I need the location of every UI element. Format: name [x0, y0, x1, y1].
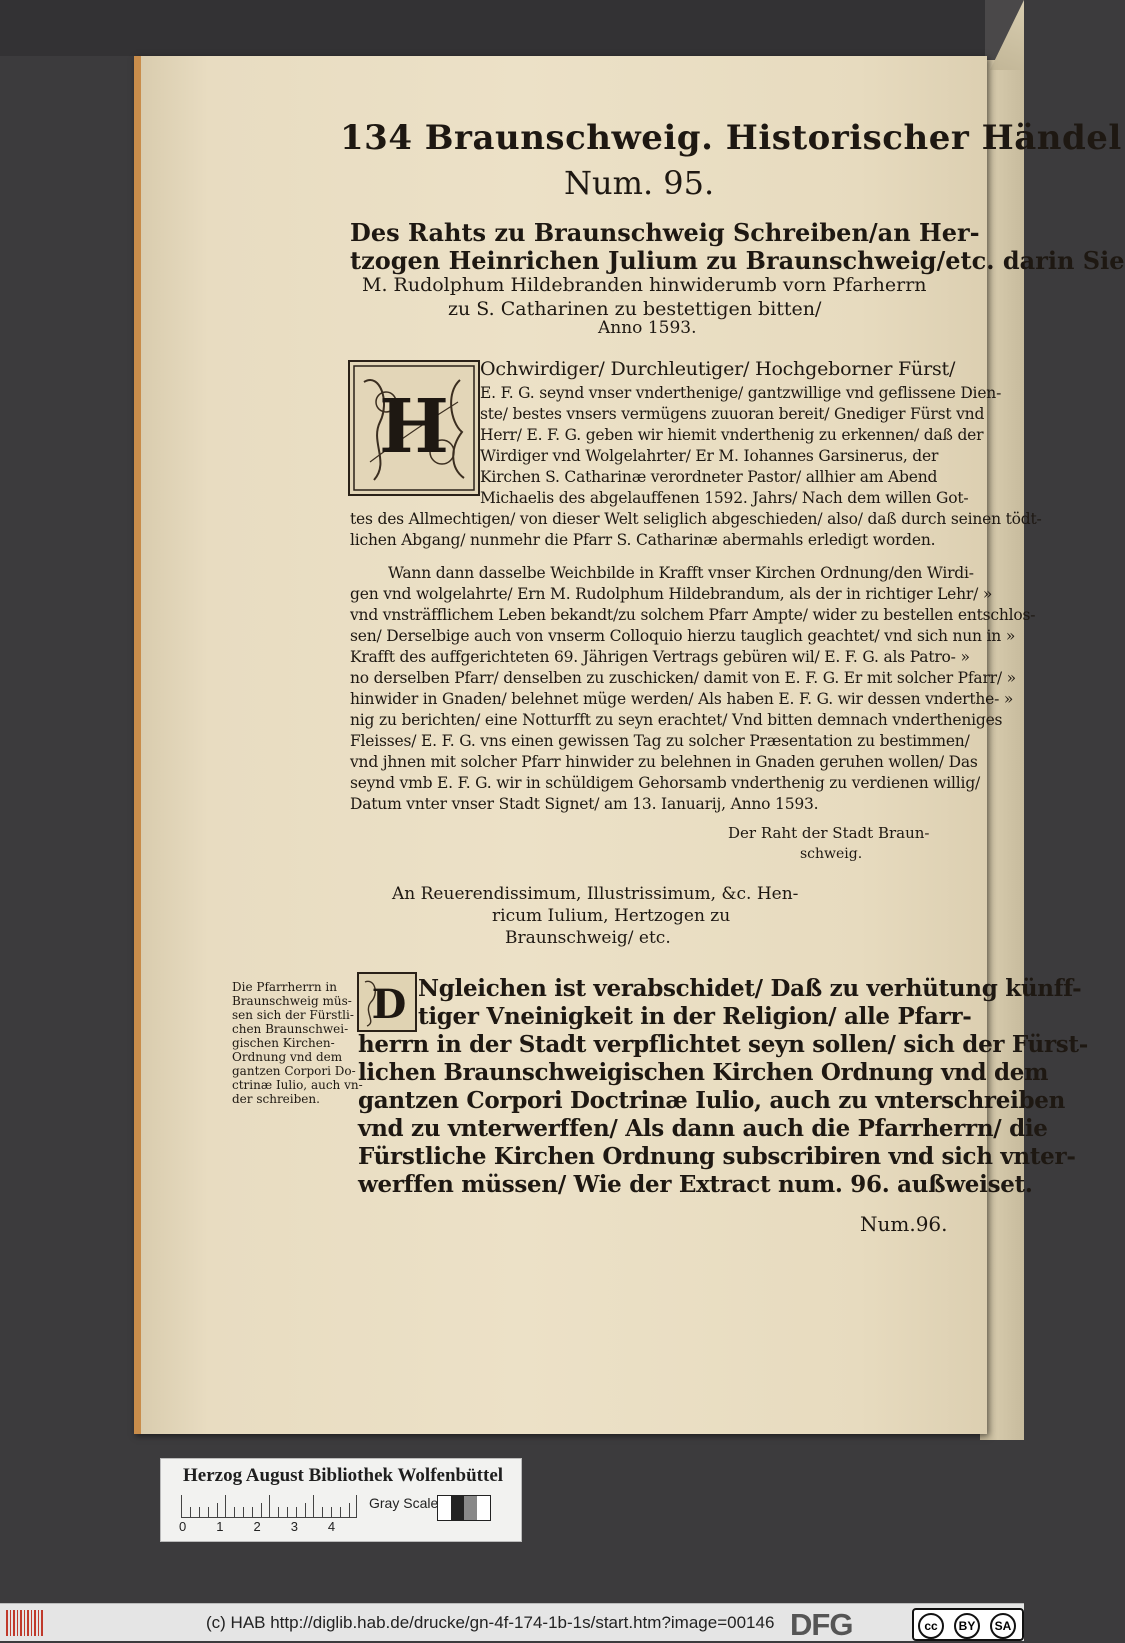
bold-text-line: herrn in der Stadt verpflichtet seyn sollen/ sich der Fürst-: [358, 1031, 1089, 1058]
copyright-url[interactable]: (c) HAB http://diglib.hab.de/drucke/gn-4f-174-1b-1s/start.htm?image=00146: [206, 1613, 775, 1632]
bold-text-line: werffen müssen/ Wie der Extract num. 96. außweiset.: [358, 1171, 1033, 1198]
sa-icon: SA: [990, 1613, 1016, 1639]
signature-line: schweig.: [800, 846, 863, 862]
margin-note-line: Ordnung vnd dem: [232, 1050, 343, 1064]
by-icon: BY: [954, 1613, 980, 1639]
svg-text:D: D: [371, 981, 407, 1028]
text-line: ste/ bestes vnsers vermügens zuuoran bereit/ Gnediger Fürst vnd: [480, 405, 985, 423]
text-line: Ochwirdiger/ Durchleutiger/ Hochgeborner Fürst/: [480, 358, 956, 380]
margin-note-line: ctrinæ Iulio, auch vn-: [232, 1078, 363, 1092]
running-head: 134 Braunschweig. Historischer Händel: [340, 118, 1122, 158]
decorated-initial-h: [348, 360, 480, 496]
initial-ornament-icon: [350, 362, 478, 494]
bold-text-line: gantzen Corpori Doctrinæ Iulio, auch zu vnterschreiben: [358, 1087, 1066, 1114]
margin-note-line: sen sich der Fürstli-: [232, 1008, 354, 1022]
text-line: Herr/ E. F. G. geben wir hiemit vnderthenig zu erkennen/ daß der: [480, 426, 984, 444]
cc-icon: cc: [918, 1613, 944, 1639]
bold-text-line: Ngleichen ist verabschidet/ Daß zu verhütung künff-: [418, 975, 1082, 1002]
text-line: Fleisses/ E. F. G. vns einen gewissen Tag zu solcher Præsentation zu bestimmen/: [350, 732, 970, 750]
text-line: Kirchen S. Catharinæ verordneter Pastor/ allhier am Abend: [480, 468, 938, 486]
bold-text-line: Fürstliche Kirchen Ordnung subscribiren vnd sich vnter-: [358, 1143, 1076, 1170]
scale-ruler: [181, 1495, 357, 1518]
text-line: sen/ Derselbige auch von vnserm Colloquio hierzu tauglich geachtet/ vnd sich nun in »: [350, 627, 1016, 645]
footer-bar: [0, 1603, 1024, 1641]
margin-note-line: Die Pfarrherrn in: [232, 980, 337, 994]
catchword: Num.96.: [860, 1212, 948, 1236]
text-line: seynd vmb E. F. G. wir in schüldigem Gehorsamb vnderthenig zu verdienen willig/: [350, 774, 981, 792]
text-line: tes des Allmechtigen/ von dieser Welt seliglich abgeschieden/ also/ daß durch seinen tödt-: [350, 510, 1042, 528]
text-line: nig zu berichten/ eine Notturfft zu seyn erachtet/ Vnd bitten demnach vndertheniges: [350, 711, 1003, 729]
bold-text-line: lichen Braunschweigischen Kirchen Ordnung vnd dem: [358, 1059, 1049, 1086]
decorated-initial-d: [357, 972, 417, 1032]
scale-numbers: 01234: [179, 1519, 366, 1534]
title-line: M. Rudolphum Hildebranden hinwiderumb vorn Pfarherrn: [362, 274, 927, 296]
text-line: no derselben Pfarr/ denselben zu zuschicken/ damit von E. F. G. Er mit solcher Pfarr/ »: [350, 669, 1016, 687]
background-top: [0, 0, 1024, 56]
margin-note-line: gantzen Corpori Do-: [232, 1064, 356, 1078]
library-name: Herzog August Bibliothek Wolfenbüttel: [183, 1465, 504, 1486]
svg-text:H: H: [379, 384, 449, 470]
text-line: lichen Abgang/ nunmehr die Pfarr S. Catharinæ abermahls erledigt worden.: [350, 531, 936, 549]
margin-note-line: Braunschweig müs-: [232, 994, 352, 1008]
gray-scale-swatches: [437, 1495, 491, 1521]
title-line: Anno 1593.: [598, 318, 697, 338]
initial-ornament-icon: [359, 974, 415, 1030]
signature-line: Der Raht der Stadt Braun-: [728, 824, 930, 842]
address-line: Braunschweig/ etc.: [505, 928, 671, 948]
bold-text-line: vnd zu vnterwerffen/ Als dann auch die Pfarrherrn/ die: [358, 1115, 1048, 1142]
text-line: E. F. G. seynd vnser vnderthenige/ gantzwillige vnd geflissene Dien-: [480, 384, 1002, 402]
text-line: hinwider in Gnaden/ belehnet müge werden/ Als haben E. F. G. wir dessen vnderthe- »: [350, 690, 1014, 708]
text-line: Michaelis des abgelauffenen 1592. Jahrs/ Nach dem willen Got-: [480, 489, 969, 507]
cc-license-badge[interactable]: [912, 1608, 1024, 1641]
bold-text-line: tiger Vneinigkeit in der Religion/ alle Pfarr-: [418, 1003, 972, 1030]
text-line: Wirdiger vnd Wolgelahrter/ Er M. Iohannes Garsinerus, der: [480, 447, 939, 465]
text-line: Wann dann dasselbe Weichbilde in Krafft vnser Kirchen Ordnung/den Wirdi-: [388, 564, 974, 582]
gray-scale-label: Gray Scale: [369, 1495, 439, 1511]
title-line: tzogen Heinrichen Julium zu Braunschweig/etc. darin Sie: [350, 246, 1125, 275]
text-line: vnd vnsträfflichem Leben bekandt/zu solchem Pfarr Ampte/ wider zu bestellen entschlos-: [350, 606, 1036, 624]
margin-note-line: der schreiben.: [232, 1092, 320, 1106]
document-number: Num. 95.: [564, 164, 715, 202]
margin-note-line: gischen Kirchen-: [232, 1036, 335, 1050]
title-line: Des Rahts zu Braunschweig Schreiben/an Her-: [350, 218, 980, 247]
text-line: gen vnd wolgelahrte/ Ern M. Rudolphum Hildebrandum, als der in richtiger Lehr/ »: [350, 585, 993, 603]
text-line: vnd jhnen mit solcher Pfarr hinwider zu belehnen in Gnaden geruhen wollen/ Das: [350, 753, 978, 771]
barcode-logo-icon: [6, 1610, 44, 1636]
address-line: An Reuerendissimum, Illustrissimum, &c. Hen-: [392, 884, 799, 904]
dfg-logo: DFG: [790, 1607, 853, 1642]
library-label: [160, 1458, 522, 1542]
margin-note-line: chen Braunschwei-: [232, 1022, 349, 1036]
address-line: ricum Iulium, Hertzogen zu: [492, 906, 731, 926]
text-line: Krafft des auffgerichteten 69. Jährigen Vertrags gebüren wil/ E. F. G. als Patro- »: [350, 648, 970, 666]
text-line: Datum vnter vnser Stadt Signet/ am 13. Ianuarij, Anno 1593.: [350, 795, 819, 813]
title-line: zu S. Catharinen zu bestettigen bitten/: [448, 298, 822, 320]
